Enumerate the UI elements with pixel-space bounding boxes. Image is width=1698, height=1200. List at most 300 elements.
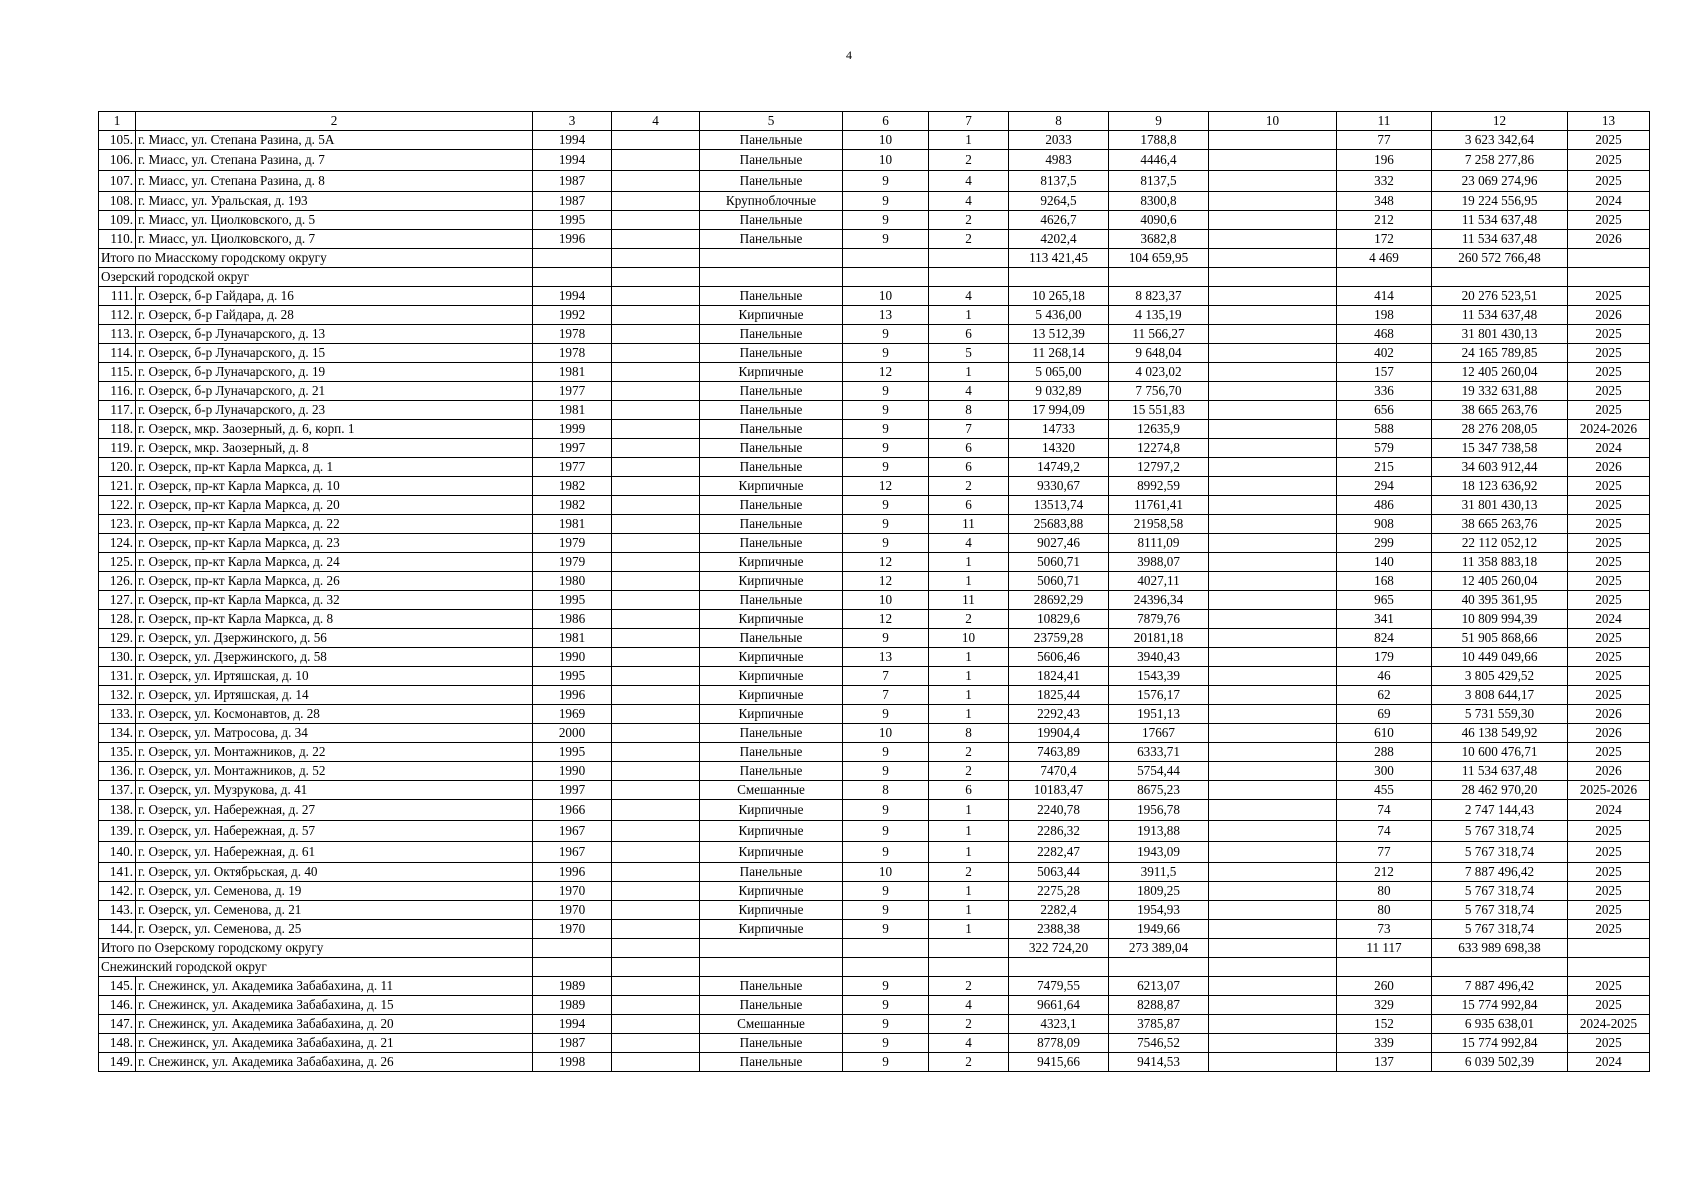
table-cell: 1 bbox=[929, 648, 1009, 667]
table-row bbox=[99, 553, 1650, 572]
address-cell: г. Озерск, б-р Гайдара, д. 16 bbox=[136, 287, 533, 306]
row-number-cell: 109. bbox=[99, 211, 136, 230]
table-cell: 1994 bbox=[533, 150, 612, 171]
district-total-row bbox=[99, 249, 1650, 268]
table-cell bbox=[1209, 781, 1337, 800]
column-header: 9 bbox=[1109, 112, 1209, 131]
table-cell: 1943,09 bbox=[1109, 842, 1209, 863]
table-cell: Панельные bbox=[700, 439, 843, 458]
table-cell: 1994 bbox=[533, 1015, 612, 1034]
table-cell: 1 bbox=[929, 901, 1009, 920]
row-number-cell: 135. bbox=[99, 743, 136, 762]
table-row bbox=[99, 515, 1650, 534]
table-cell bbox=[1209, 939, 1337, 958]
address-cell: г. Озерск, ул. Монтажников, д. 52 bbox=[136, 762, 533, 781]
table-cell: 2026 bbox=[1568, 306, 1650, 325]
table-cell bbox=[1432, 268, 1568, 287]
table-cell bbox=[1209, 268, 1337, 287]
table-cell bbox=[612, 977, 700, 996]
table-cell: 10 bbox=[929, 629, 1009, 648]
table-cell: 113 421,45 bbox=[1009, 249, 1109, 268]
table-cell bbox=[1209, 496, 1337, 515]
address-cell: г. Озерск, пр-кт Карла Маркса, д. 23 bbox=[136, 534, 533, 553]
table-cell: 77 bbox=[1337, 842, 1432, 863]
table-cell bbox=[700, 249, 843, 268]
address-cell: г. Озерск, ул. Космонавтов, д. 28 bbox=[136, 705, 533, 724]
table-cell: Смешанные bbox=[700, 781, 843, 800]
table-cell: 9 bbox=[843, 211, 929, 230]
table-cell bbox=[612, 939, 700, 958]
table-row bbox=[99, 882, 1650, 901]
table-cell: 34 603 912,44 bbox=[1432, 458, 1568, 477]
table-cell: 9 bbox=[843, 1053, 929, 1072]
table-cell: 1995 bbox=[533, 591, 612, 610]
table-cell bbox=[612, 882, 700, 901]
table-cell: Кирпичные bbox=[700, 800, 843, 821]
table-cell: 294 bbox=[1337, 477, 1432, 496]
table-row bbox=[99, 996, 1650, 1015]
row-number-cell: 142. bbox=[99, 882, 136, 901]
table-row bbox=[99, 1015, 1650, 1034]
table-row bbox=[99, 439, 1650, 458]
table-cell: 4983 bbox=[1009, 150, 1109, 171]
table-cell: 299 bbox=[1337, 534, 1432, 553]
table-cell: 2025 bbox=[1568, 667, 1650, 686]
table-row bbox=[99, 287, 1650, 306]
table-cell: 7 756,70 bbox=[1109, 382, 1209, 401]
table-cell: 157 bbox=[1337, 363, 1432, 382]
table-cell: 2 bbox=[929, 1015, 1009, 1034]
table-cell: 1996 bbox=[533, 230, 612, 249]
table-cell: 1979 bbox=[533, 534, 612, 553]
table-cell: 1981 bbox=[533, 515, 612, 534]
column-header: 2 bbox=[136, 112, 533, 131]
row-number-cell: 125. bbox=[99, 553, 136, 572]
table-cell: 11 117 bbox=[1337, 939, 1432, 958]
table-cell: 332 bbox=[1337, 171, 1432, 192]
table-row bbox=[99, 1053, 1650, 1072]
row-number-cell: 132. bbox=[99, 686, 136, 705]
table-row bbox=[99, 686, 1650, 705]
table-cell bbox=[1432, 958, 1568, 977]
table-cell: 18 123 636,92 bbox=[1432, 477, 1568, 496]
table-cell bbox=[612, 743, 700, 762]
table-cell: 1990 bbox=[533, 762, 612, 781]
table-cell: 21958,58 bbox=[1109, 515, 1209, 534]
table-cell: 4 bbox=[929, 1034, 1009, 1053]
table-cell: 9 bbox=[843, 1034, 929, 1053]
table-cell: 1999 bbox=[533, 420, 612, 439]
table-row bbox=[99, 977, 1650, 996]
table-cell bbox=[1109, 958, 1209, 977]
table-cell: 486 bbox=[1337, 496, 1432, 515]
table-cell: 12 bbox=[843, 610, 929, 629]
row-number-cell: 108. bbox=[99, 192, 136, 211]
table-cell: 2025 bbox=[1568, 686, 1650, 705]
table-cell: 6 bbox=[929, 439, 1009, 458]
table-row bbox=[99, 192, 1650, 211]
table-cell bbox=[1209, 382, 1337, 401]
table-cell bbox=[929, 939, 1009, 958]
row-number-cell: 120. bbox=[99, 458, 136, 477]
table-cell: 6 935 638,01 bbox=[1432, 1015, 1568, 1034]
table-cell: 5 767 318,74 bbox=[1432, 842, 1568, 863]
table-cell: 2025 bbox=[1568, 211, 1650, 230]
row-number-cell: 149. bbox=[99, 1053, 136, 1072]
table-cell: 329 bbox=[1337, 996, 1432, 1015]
table-cell: 17 994,09 bbox=[1009, 401, 1109, 420]
table-cell: 2025 bbox=[1568, 131, 1650, 150]
table-cell: 1 bbox=[929, 920, 1009, 939]
table-cell: Панельные bbox=[700, 863, 843, 882]
table-cell: 2025 bbox=[1568, 171, 1650, 192]
table-cell: 12 bbox=[843, 363, 929, 382]
table-cell: 9330,67 bbox=[1009, 477, 1109, 496]
row-number-cell: 122. bbox=[99, 496, 136, 515]
table-cell bbox=[1209, 686, 1337, 705]
table-row bbox=[99, 477, 1650, 496]
row-number-cell: 114. bbox=[99, 344, 136, 363]
table-cell bbox=[1209, 977, 1337, 996]
table-cell: 2025 bbox=[1568, 591, 1650, 610]
table-row bbox=[99, 230, 1650, 249]
table-cell: 322 724,20 bbox=[1009, 939, 1109, 958]
table-cell: 1956,78 bbox=[1109, 800, 1209, 821]
table-cell bbox=[1209, 629, 1337, 648]
table-cell bbox=[1209, 842, 1337, 863]
district-section-row bbox=[99, 958, 1650, 977]
address-cell: г. Озерск, ул. Дзержинского, д. 58 bbox=[136, 648, 533, 667]
address-cell: г. Озерск, ул. Семенова, д. 25 bbox=[136, 920, 533, 939]
table-cell: 5 767 318,74 bbox=[1432, 821, 1568, 842]
table-cell: 2024 bbox=[1568, 192, 1650, 211]
table-cell: 9 bbox=[843, 743, 929, 762]
table-cell bbox=[612, 610, 700, 629]
table-cell: 633 989 698,38 bbox=[1432, 939, 1568, 958]
table-cell: 1 bbox=[929, 363, 1009, 382]
table-cell: Кирпичные bbox=[700, 363, 843, 382]
table-cell: Панельные bbox=[700, 211, 843, 230]
table-cell: 9661,64 bbox=[1009, 996, 1109, 1015]
column-header: 4 bbox=[612, 112, 700, 131]
table-row bbox=[99, 211, 1650, 230]
table-cell: 2 bbox=[929, 211, 1009, 230]
table-cell: 9 bbox=[843, 996, 929, 1015]
row-number-cell: 131. bbox=[99, 667, 136, 686]
table-cell: Кирпичные bbox=[700, 306, 843, 325]
table-cell bbox=[1209, 762, 1337, 781]
row-number-cell: 138. bbox=[99, 800, 136, 821]
table-cell: 4446,4 bbox=[1109, 150, 1209, 171]
table-cell bbox=[1209, 230, 1337, 249]
table-cell: Кирпичные bbox=[700, 821, 843, 842]
table-cell: 1970 bbox=[533, 882, 612, 901]
table-cell bbox=[1209, 958, 1337, 977]
table-cell: 1995 bbox=[533, 743, 612, 762]
table-cell: 260 572 766,48 bbox=[1432, 249, 1568, 268]
table-cell: 610 bbox=[1337, 724, 1432, 743]
table-cell: 31 801 430,13 bbox=[1432, 496, 1568, 515]
table-cell: 8300,8 bbox=[1109, 192, 1209, 211]
row-number-cell: 121. bbox=[99, 477, 136, 496]
row-number-cell: 117. bbox=[99, 401, 136, 420]
table-row bbox=[99, 171, 1650, 192]
table-cell bbox=[1209, 534, 1337, 553]
table-cell bbox=[1209, 363, 1337, 382]
table-cell: 2025 bbox=[1568, 477, 1650, 496]
table-cell: Панельные bbox=[700, 996, 843, 1015]
row-number-cell: 123. bbox=[99, 515, 136, 534]
table-cell: 1982 bbox=[533, 496, 612, 515]
row-number-cell: 129. bbox=[99, 629, 136, 648]
table-cell: 4 135,19 bbox=[1109, 306, 1209, 325]
address-cell: г. Озерск, пр-кт Карла Маркса, д. 32 bbox=[136, 591, 533, 610]
table-cell: 2 bbox=[929, 610, 1009, 629]
address-cell: г. Миасс, ул. Степана Разина, д. 7 bbox=[136, 150, 533, 171]
table-cell bbox=[612, 1053, 700, 1072]
table-cell: 6213,07 bbox=[1109, 977, 1209, 996]
table-cell: 46 138 549,92 bbox=[1432, 724, 1568, 743]
table-cell: 2 bbox=[929, 477, 1009, 496]
table-cell: 19 224 556,95 bbox=[1432, 192, 1568, 211]
table-cell: Кирпичные bbox=[700, 667, 843, 686]
table-cell bbox=[612, 901, 700, 920]
table-cell: 1986 bbox=[533, 610, 612, 629]
row-number-cell: 147. bbox=[99, 1015, 136, 1034]
address-cell: г. Озерск, ул. Набережная, д. 27 bbox=[136, 800, 533, 821]
table-cell: 2025 bbox=[1568, 743, 1650, 762]
table-cell: 28 276 208,05 bbox=[1432, 420, 1568, 439]
table-cell bbox=[1209, 705, 1337, 724]
table-cell: Панельные bbox=[700, 150, 843, 171]
table-cell bbox=[612, 648, 700, 667]
table-cell: 1982 bbox=[533, 477, 612, 496]
table-cell: 4027,11 bbox=[1109, 572, 1209, 591]
table-cell: Кирпичные bbox=[700, 477, 843, 496]
table-cell bbox=[612, 629, 700, 648]
table-cell: 1997 bbox=[533, 439, 612, 458]
table-cell bbox=[1009, 268, 1109, 287]
table-cell: 23759,28 bbox=[1009, 629, 1109, 648]
address-cell: г. Озерск, б-р Луначарского, д. 21 bbox=[136, 382, 533, 401]
table-cell: 12635,9 bbox=[1109, 420, 1209, 439]
address-cell: г. Озерск, б-р Луначарского, д. 23 bbox=[136, 401, 533, 420]
table-cell: 8 823,37 bbox=[1109, 287, 1209, 306]
table-cell bbox=[612, 591, 700, 610]
table-cell: 1987 bbox=[533, 1034, 612, 1053]
table-cell: 137 bbox=[1337, 1053, 1432, 1072]
table-cell: 8778,09 bbox=[1009, 1034, 1109, 1053]
table-cell bbox=[700, 268, 843, 287]
table-cell: 3988,07 bbox=[1109, 553, 1209, 572]
table-cell: 10 265,18 bbox=[1009, 287, 1109, 306]
address-cell: г. Озерск, ул. Набережная, д. 61 bbox=[136, 842, 533, 863]
table-cell: Панельные bbox=[700, 230, 843, 249]
table-cell: 12 bbox=[843, 477, 929, 496]
table-cell: 8137,5 bbox=[1009, 171, 1109, 192]
row-number-cell: 118. bbox=[99, 420, 136, 439]
table-cell bbox=[1209, 344, 1337, 363]
row-number-cell: 112. bbox=[99, 306, 136, 325]
table-cell bbox=[1209, 553, 1337, 572]
table-cell: 51 905 868,66 bbox=[1432, 629, 1568, 648]
table-cell bbox=[612, 439, 700, 458]
table-cell bbox=[843, 268, 929, 287]
table-cell: 2 bbox=[929, 150, 1009, 171]
table-cell: 2024 bbox=[1568, 439, 1650, 458]
table-cell: 9 bbox=[843, 821, 929, 842]
table-cell bbox=[1568, 939, 1650, 958]
table-cell: 9 bbox=[843, 420, 929, 439]
table-cell: 11 566,27 bbox=[1109, 325, 1209, 344]
table-cell: 5 731 559,30 bbox=[1432, 705, 1568, 724]
table-cell: 28 462 970,20 bbox=[1432, 781, 1568, 800]
table-cell: 455 bbox=[1337, 781, 1432, 800]
table-cell bbox=[1209, 591, 1337, 610]
table-cell: 1954,93 bbox=[1109, 901, 1209, 920]
table-cell bbox=[1209, 515, 1337, 534]
table-cell: 25683,88 bbox=[1009, 515, 1109, 534]
table-cell: 9 bbox=[843, 800, 929, 821]
table-cell: 2025 bbox=[1568, 344, 1650, 363]
table-cell: 14749,2 bbox=[1009, 458, 1109, 477]
table-cell: 9 bbox=[843, 439, 929, 458]
table-cell: 10183,47 bbox=[1009, 781, 1109, 800]
table-cell: 11 358 883,18 bbox=[1432, 553, 1568, 572]
row-number-cell: 128. bbox=[99, 610, 136, 629]
table-cell: 9 bbox=[843, 705, 929, 724]
table-cell: 6 039 502,39 bbox=[1432, 1053, 1568, 1072]
table-cell: 40 395 361,95 bbox=[1432, 591, 1568, 610]
table-cell bbox=[533, 939, 612, 958]
table-cell bbox=[1209, 287, 1337, 306]
table-cell bbox=[1209, 821, 1337, 842]
table-cell: 212 bbox=[1337, 211, 1432, 230]
table-cell: 1576,17 bbox=[1109, 686, 1209, 705]
table-cell: Панельные bbox=[700, 420, 843, 439]
table-cell bbox=[1209, 1034, 1337, 1053]
table-cell: 7 bbox=[929, 420, 1009, 439]
table-cell: Панельные bbox=[700, 977, 843, 996]
row-number-cell: 148. bbox=[99, 1034, 136, 1053]
table-cell: 9 bbox=[843, 534, 929, 553]
table-cell: 2025 bbox=[1568, 401, 1650, 420]
address-cell: г. Миасс, ул. Циолковского, д. 5 bbox=[136, 211, 533, 230]
table-cell: 19 332 631,88 bbox=[1432, 382, 1568, 401]
table-cell: 179 bbox=[1337, 648, 1432, 667]
address-cell: г. Озерск, ул. Октябрьская, д. 40 bbox=[136, 863, 533, 882]
table-cell: 1 bbox=[929, 842, 1009, 863]
table-cell: 1543,39 bbox=[1109, 667, 1209, 686]
table-cell: Панельные bbox=[700, 724, 843, 743]
address-cell: г. Озерск, ул. Семенова, д. 19 bbox=[136, 882, 533, 901]
table-cell bbox=[1337, 958, 1432, 977]
column-header: 5 bbox=[700, 112, 843, 131]
table-cell: 1967 bbox=[533, 842, 612, 863]
row-number-cell: 127. bbox=[99, 591, 136, 610]
section-label: Снежинский городской округ bbox=[99, 958, 533, 977]
table-cell: Панельные bbox=[700, 629, 843, 648]
address-cell: г. Миасс, ул. Степана Разина, д. 8 bbox=[136, 171, 533, 192]
table-cell: Панельные bbox=[700, 534, 843, 553]
table-cell: 74 bbox=[1337, 821, 1432, 842]
table-cell: 7546,52 bbox=[1109, 1034, 1209, 1053]
row-number-cell: 134. bbox=[99, 724, 136, 743]
table-cell: Панельные bbox=[700, 171, 843, 192]
address-cell: г. Озерск, б-р Гайдара, д. 28 bbox=[136, 306, 533, 325]
table-cell: 15 774 992,84 bbox=[1432, 996, 1568, 1015]
table-cell: 2 bbox=[929, 1053, 1009, 1072]
table-cell bbox=[1209, 420, 1337, 439]
column-header: 8 bbox=[1009, 112, 1109, 131]
address-cell: г. Озерск, ул. Иртяшская, д. 14 bbox=[136, 686, 533, 705]
table-row bbox=[99, 344, 1650, 363]
table-cell: 1989 bbox=[533, 996, 612, 1015]
table-cell: 17667 bbox=[1109, 724, 1209, 743]
table-row bbox=[99, 306, 1650, 325]
table-cell: 1 bbox=[929, 306, 1009, 325]
table-cell: 3 623 342,64 bbox=[1432, 131, 1568, 150]
address-cell: г. Озерск, пр-кт Карла Маркса, д. 10 bbox=[136, 477, 533, 496]
table-cell: 15 551,83 bbox=[1109, 401, 1209, 420]
address-cell: г. Озерск, пр-кт Карла Маркса, д. 8 bbox=[136, 610, 533, 629]
table-cell: 1990 bbox=[533, 648, 612, 667]
table-cell: 2025 bbox=[1568, 382, 1650, 401]
row-number-cell: 130. bbox=[99, 648, 136, 667]
table-cell bbox=[1209, 192, 1337, 211]
table-cell: 2024 bbox=[1568, 610, 1650, 629]
table-cell: 7 258 277,86 bbox=[1432, 150, 1568, 171]
table-cell: 341 bbox=[1337, 610, 1432, 629]
table-row bbox=[99, 920, 1650, 939]
table-row bbox=[99, 842, 1650, 863]
table-cell: 1981 bbox=[533, 401, 612, 420]
table-cell bbox=[612, 534, 700, 553]
table-cell: 13 bbox=[843, 648, 929, 667]
table-cell: 2026 bbox=[1568, 230, 1650, 249]
table-cell bbox=[533, 958, 612, 977]
table-cell: 11761,41 bbox=[1109, 496, 1209, 515]
table-cell: 2025 bbox=[1568, 496, 1650, 515]
table-cell bbox=[1568, 268, 1650, 287]
address-cell: г. Снежинск, ул. Академика Забабахина, д. 21 bbox=[136, 1034, 533, 1053]
table-cell: 5 767 318,74 bbox=[1432, 920, 1568, 939]
address-cell: г. Озерск, пр-кт Карла Маркса, д. 1 bbox=[136, 458, 533, 477]
table-cell bbox=[1209, 648, 1337, 667]
table-cell: 2282,47 bbox=[1009, 842, 1109, 863]
table-cell: Панельные bbox=[700, 382, 843, 401]
table-cell: 1949,66 bbox=[1109, 920, 1209, 939]
table-cell: 8 bbox=[929, 724, 1009, 743]
table-cell: 19904,4 bbox=[1009, 724, 1109, 743]
table-cell: Панельные bbox=[700, 401, 843, 420]
district-total-row bbox=[99, 939, 1650, 958]
table-cell: 9 bbox=[843, 344, 929, 363]
table-cell: 1997 bbox=[533, 781, 612, 800]
table-cell bbox=[1209, 249, 1337, 268]
address-cell: г. Озерск, ул. Иртяшская, д. 10 bbox=[136, 667, 533, 686]
table-cell: 2026 bbox=[1568, 458, 1650, 477]
table-cell bbox=[612, 996, 700, 1015]
table-row bbox=[99, 496, 1650, 515]
table-cell: 10 bbox=[843, 863, 929, 882]
table-cell bbox=[612, 249, 700, 268]
address-cell: г. Озерск, ул. Семенова, д. 21 bbox=[136, 901, 533, 920]
table-cell: 9 bbox=[843, 192, 929, 211]
table-cell: 9 bbox=[843, 762, 929, 781]
address-cell: г. Миасс, ул. Степана Разина, д. 5А bbox=[136, 131, 533, 150]
table-row bbox=[99, 591, 1650, 610]
